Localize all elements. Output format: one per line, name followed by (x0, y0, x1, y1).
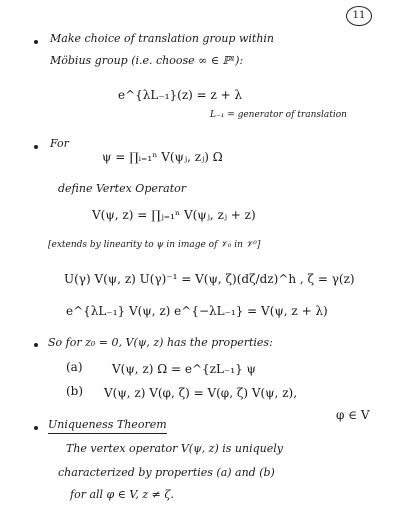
psi-definition: ψ = ∏ᵢ₌₁ⁿ V(ψⱼ, zⱼ) Ω (102, 150, 223, 164)
section1-note: L₋₁ = generator of translation (210, 110, 347, 120)
theorem-line1: The vertex operator V(ψ, z) is uniquely (66, 442, 283, 455)
define-vertex-operator-label: define Vertex Operator (58, 182, 186, 195)
property-a-label: (a) (66, 360, 83, 374)
bullet (34, 40, 38, 44)
property-b-label: (b) (66, 384, 84, 398)
translation-equation: e^{λL₋₁} V(ψ, z) e^{−λL₋₁} = V(ψ, z + λ) (66, 304, 328, 318)
theorem-line3: for all φ ∈ V, z ≠ ζ. (70, 488, 174, 501)
uniqueness-theorem-title: Uniqueness Theorem (48, 418, 167, 434)
bullet (34, 426, 38, 430)
section1-line1: Make choice of translation group within (50, 32, 275, 45)
theorem-line2: characterized by properties (a) and (b) (58, 466, 275, 479)
bullet (34, 343, 38, 347)
bullet (34, 145, 38, 149)
section1-equation: e^{λL₋₁}(z) = z + λ (118, 88, 243, 102)
property-a: V(ψ, z) Ω = e^{zL₋₁} ψ (112, 362, 256, 376)
properties-intro: So for z₀ = 0, V(ψ, z) has the properties: (48, 336, 273, 349)
conjugation-equation: U(γ) V(ψ, z) U(γ)⁻¹ = V(ψ, ζ)(dζ/dz)^h , ζ = γ(z) (64, 272, 355, 286)
for-label: For (50, 137, 69, 150)
property-b: V(ψ, z) V(φ, ζ) = V(φ, ζ) V(ψ, z), (104, 386, 298, 400)
linearity-note: [extends by linearity to ψ in image of 𝒱₀ in 𝒱⁰] (48, 240, 261, 250)
page-number: 11 (346, 6, 372, 26)
property-b-condition: φ ∈ V (336, 408, 370, 422)
vertex-operator-definition: V(ψ, z) = ∏ⱼ₌₁ⁿ V(ψⱼ, zⱼ + z) (92, 208, 256, 222)
section1-line2: Möbius group (i.e. choose ∞ ∈ ℙ¹): (50, 54, 244, 67)
